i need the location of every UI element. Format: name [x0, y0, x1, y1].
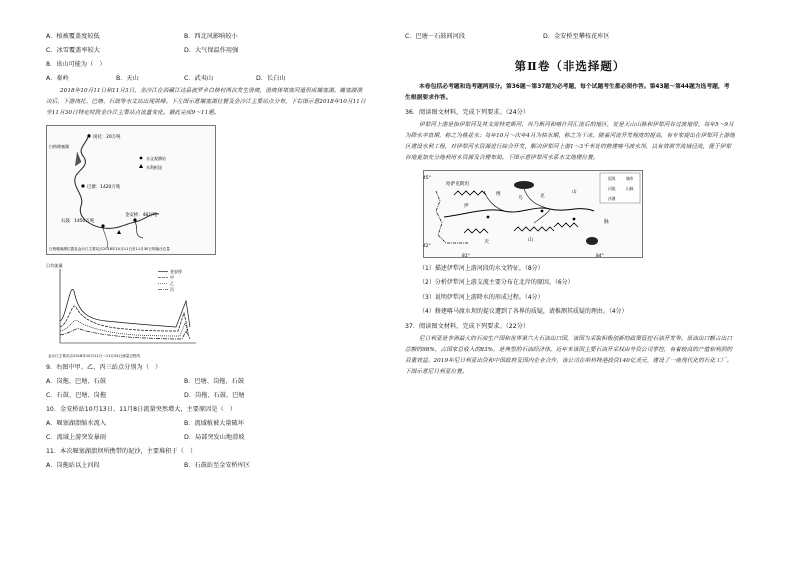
q11-options-row-1 — [46, 459, 366, 473]
flow-legend-label-1: 甲 — [170, 275, 174, 280]
q7-option-a[interactable]: A．植被覆盖度较低 — [46, 33, 100, 41]
section-intro: 本卷包括必考题和选考题两部分。第36题～第37题为必考题，每个试题考生都必须作答。第43题～第44题为选考题，考生根据要求作答。 — [405, 83, 730, 101]
map-label-bo: 博 — [496, 191, 501, 197]
q36-sub-4: （4）修建喀马渡水坝的提议遭到了各界的质疑，请推测其质疑的理由。（4分） — [419, 308, 628, 316]
q37-passage: 尼日利亚是非洲最大的石油生产国和世界第六大石油出口国，该国为采取积极创新的政策管控石油开发等。原油出口额占出口总额的98%，占国家总收入的83%，是典型的石油经济体。近年来该国主要石油开采权由外资公司掌控，有着较高的产值和利润的双重效益。2019年尼日利亚出资和中国政府及国内企业合作，该公司在哈科特港投资140亿美元，建设了一座现代化的石化工厂。下图示意尼日利亚位置。 — [405, 335, 733, 375]
legend-city: 城市 — [626, 175, 634, 181]
legend-river: 河流 — [608, 185, 616, 191]
q7-option-c[interactable]: C．冰雪覆盖率较大 — [46, 47, 100, 55]
flow-line-1 — [60, 306, 188, 331]
lat-bottom-label: 42° — [423, 243, 431, 249]
legend-dam: 水利枢纽 — [146, 165, 162, 170]
q10-option-c[interactable]: C．流域上游突发暴雨 — [46, 434, 107, 442]
jinanqiao-label: 金安桥：48万吨 — [125, 213, 157, 218]
lon1-label: 81° — [462, 253, 470, 259]
q11-option-c[interactable]: C．巴塘－石鼓间河段 — [405, 33, 466, 41]
q7-options-row-2 — [46, 44, 366, 58]
q7-option-d[interactable]: D．大气保温作用强 — [184, 47, 239, 55]
q7-option-b[interactable]: B．西北风影响较小 — [184, 33, 238, 41]
baiyu-label: 白格堰塞湖 — [49, 144, 69, 149]
gangtuo-station-dot — [87, 134, 90, 137]
legend-mountain: 山脉 — [626, 185, 634, 191]
map-label-shan-1: 山 — [572, 189, 577, 195]
q36-sub-3: （3）说明伊犁河上游降水的形成过程。（4分） — [419, 293, 544, 301]
q9-options-row-1 — [46, 375, 366, 389]
q8-option-d[interactable]: D．长白山 — [256, 75, 286, 83]
q37-stem: 37．阅读图文材料，完成下列要求。（22分） — [405, 322, 530, 330]
map-label-shan-2: 山 — [528, 236, 534, 243]
legend-border: 国界 — [608, 175, 616, 181]
shigu-station-dot — [101, 224, 104, 227]
q10-option-b[interactable]: B．流域植被大量破坏 — [184, 420, 244, 428]
map-label-wu: 乌 — [518, 195, 523, 201]
flow-legend-label-3: 丙 — [170, 287, 174, 292]
q11-option-b[interactable]: B．石鼓站至金安桥库区 — [184, 462, 251, 470]
legend-station: 水文观测站 — [146, 156, 166, 161]
map-label-tian: 天 — [484, 238, 490, 245]
ili-map-svg — [424, 171, 642, 257]
q8-stem: 8．该山可能为（ ） — [46, 61, 106, 69]
lon2-label: 84° — [596, 253, 604, 259]
q9-stem: 9．右图中甲、乙、丙三站点分别为（ ） — [46, 364, 162, 372]
q8-option-b[interactable]: B．天山 — [116, 75, 139, 83]
q8-options-row — [46, 72, 366, 86]
q9-option-a[interactable]: A．岗拖、巴塘、石鼓 — [46, 378, 106, 386]
flow-legend-label-2: 乙 — [170, 281, 174, 286]
map-label-ke: 克 — [540, 193, 545, 199]
q8-option-a[interactable]: A．秦岭 — [46, 75, 69, 83]
q11-stem: 11．本次堰塞湖溃坝所携带的泥沙，主要堆积于（ ） — [46, 448, 197, 456]
section-title: 第Ⅱ卷（非选择题） — [514, 59, 626, 73]
shigu-label: 石鼓：1450万吨 — [61, 219, 95, 224]
q10-options-row-1 — [46, 417, 366, 431]
q11-option-a[interactable]: A．岗拖站以上河段 — [46, 462, 100, 470]
q9-option-c[interactable]: C．石鼓、巴塘、岗拖 — [46, 392, 107, 400]
legend-desert: 沙漠 — [608, 195, 616, 201]
q9-option-d[interactable]: D．岗拖、石鼓、巴塘 — [184, 392, 245, 400]
flow-line-0 — [60, 289, 190, 327]
q9-options-row-2 — [46, 389, 366, 403]
q8-option-c[interactable]: C．武夷山 — [184, 75, 214, 83]
map-label-kazakh: 哈萨克斯坦 — [446, 181, 469, 187]
q10-option-d[interactable]: D．局部突发山地滑坡 — [184, 434, 245, 442]
map-caption: 白格堰塞湖位置及金沙江主要站点2018年10月11日至11月30日的输沙总量 — [49, 247, 170, 251]
ili-map-legend-box — [600, 173, 640, 203]
batang-station-dot — [81, 184, 84, 187]
batang-label: 巴塘：1420万吨 — [87, 185, 121, 190]
q36-stem: 36．阅读图文材料，完成下列要求。（24分） — [405, 108, 530, 116]
q36-sub-2: （2）分析伊犁河上游支流主要分布在北岸的原因。（6分） — [419, 279, 574, 287]
q36-sub-1: （1）描述伊犁河上游河段的水文特征。（8分） — [419, 264, 544, 272]
q11-option-d[interactable]: D．金安桥至攀枝花库区 — [543, 33, 610, 41]
jinanqiao-station-dot — [133, 218, 136, 221]
flow-caption: 金沙江主要站点2018年10月11日～11月24日流量过程线 — [48, 354, 141, 358]
river-map-svg — [47, 126, 215, 254]
river-map-figure — [46, 125, 216, 255]
map-label-yi: 伊 — [464, 203, 469, 209]
left-column — [46, 30, 366, 473]
flow-chart-svg — [46, 261, 214, 361]
q9-option-b[interactable]: B．巴塘、岗拖、石鼓 — [184, 378, 244, 386]
gangtuo-label: 岗托：20万吨 — [93, 135, 121, 140]
q7-options-row-1 — [46, 30, 366, 44]
map-label-mai: 脉 — [604, 218, 610, 225]
lat-top-label: 45° — [423, 175, 431, 181]
q9-11-passage: 2018年10月11日和11月3日，金沙江在西藏江达县波罗乡白格村两次发生滑坡，滑坡体堵塞河道形成堰塞湖。堰塞湖溃决后，下游岗托、巴塘、石鼓等水文站出现洪峰。下左图示意堰塞湖位置及金沙江主要站点分布，下右图示意2018年10月11日至11月30日特定时段金沙江主要站点流量变化。据此完成9～11题。 — [46, 88, 366, 116]
flow-chart — [46, 261, 214, 361]
q10-option-a[interactable]: A．堰塞湖溃缩水流入 — [46, 420, 106, 428]
q10-stem: 10．金安桥站10月13日、11月8日流量突然增大，主要原因是（ ） — [46, 406, 237, 414]
q10-options-row-2 — [46, 431, 366, 445]
q36-passage: 伊犁河上游是指伊犁河及其支流特克斯河、巩乃斯河和喀什河汇流后的地区，处是天山山脉和伊犁河谷过渡地带，每年5～9月为降水丰富期，称之为桃花水；每年10月～次年4月为枯水期，称之为干冰。随着河流开发程度的提高，有专家提出在伊犁河上游地区建设水利工程，对伊犁河水资源进行综合开发，解决伊犁河上游1～3千米处的修建喀马渡水坝，以有效调节流域径流，便于伊犁谷地更加充分地利用水资源及合理布局。下图示意伊犁河水系水文地理位置。 — [405, 121, 735, 161]
flow-legend-label-0: 金安桥 — [170, 269, 182, 274]
flow-ylabel: 日均流量 — [46, 263, 63, 268]
q11-options-row-2 — [405, 30, 735, 44]
ili-river-map — [423, 170, 643, 258]
right-column — [405, 30, 735, 378]
